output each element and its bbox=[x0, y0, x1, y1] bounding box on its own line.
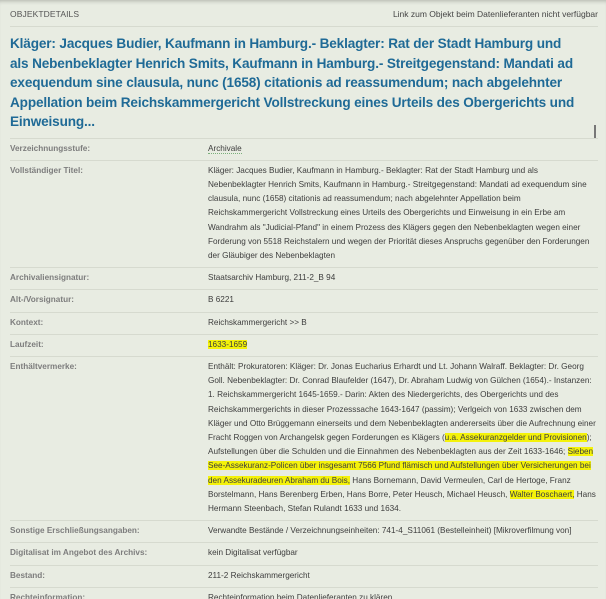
divider bbox=[10, 138, 598, 139]
field-label: Sonstige Erschließungsangaben: bbox=[10, 526, 140, 536]
row-archivaliensignatur bbox=[10, 268, 598, 290]
row-rechteinformation bbox=[10, 588, 598, 599]
field-label: Rechteinformation: bbox=[10, 592, 86, 599]
row-sonstige-erschliessungsangaben bbox=[10, 521, 598, 543]
verzeichnungsstufe-link[interactable]: Archivale bbox=[208, 143, 242, 153]
field-value: Reichskammergericht >> B bbox=[208, 317, 307, 327]
text-segment: Enthält: Prokuratoren: Kläger: Dr. Jonas Eucharius Erhardt und Lt. Johann Walraff. Beklagter: Dr. Georg Goll. Nebenbeklagter: Dr. Conrad Blaufelder (1647), Dr. Abraham Ludwig von Gülchen (1654).- Instanzen: 1. Reichskammergericht 1645-1659.- Darin: Akten des Niedergerichts, des Obergerichts und des Reichskammergerichts in dieser Prozesssache 1643-1647 (passim); Verlgeich von 1633 zwischen dem Kläger und Otto Brüggemann einerseits und dem Nebenbeklagten andererseits über die Aufrechnung einer Fracht Roggen von Archangelsk gegen Forderungen es Klägers ( bbox=[208, 361, 596, 442]
object-title: Kläger: Jacques Budier, Kaufmann in Hamburg.- Beklagter: Rat der Stadt Hamburg und als Nebenbeklagter Henrich Smits, Kaufmann in Hamburg.- Streitgegenstand: Mandati ad exequendum sine clausula, nunc (1658) citationis ad reassumendum; nach abgelehnter Appellation beim Reichskammergericht Vollstreckung eines Urteils des Obergerichts und Einweisung... bbox=[10, 36, 575, 129]
field-label: Enthältvermerke: bbox=[10, 361, 77, 371]
highlighted-text: 1633-1659 bbox=[208, 339, 248, 349]
highlighted-text: Walter Boschaert, bbox=[509, 489, 575, 499]
field-label: Bestand: bbox=[10, 570, 46, 580]
field-value bbox=[208, 360, 598, 516]
field-label: Vollständiger Titel: bbox=[10, 165, 83, 175]
row-digitalisat bbox=[10, 543, 598, 565]
highlighted-text: Sieben See-Assekuranz-Policen über insgesamt 7566 Pfund flämisch und Aufstellungen über Versicherungen bei den Assekuradeuren Abraham du Bois, bbox=[208, 447, 594, 485]
scrollbar-handle[interactable] bbox=[594, 125, 596, 138]
field-value: kein Digitalisat verfügbar bbox=[208, 548, 298, 558]
field-value: B 6221 bbox=[208, 295, 234, 305]
row-verzeichnungsstufe bbox=[10, 139, 598, 161]
section-title: OBJEKTDETAILS bbox=[10, 9, 80, 19]
field-label: Laufzeit: bbox=[10, 339, 44, 349]
row-enthaeltvermerke bbox=[10, 357, 598, 521]
text-segment: ); Aufstellungen über die Schulden und die Einnahmen des Nebenbeklagten aus der Zeit 1633-1646; bbox=[208, 432, 592, 457]
row-laufzeit bbox=[10, 335, 598, 357]
divider bbox=[10, 26, 598, 27]
details-table bbox=[10, 139, 598, 599]
details-header bbox=[0, 0, 606, 22]
row-kontext bbox=[10, 313, 598, 335]
text-segment: Hans Hermann Steenbach, Stefan Rulandt 1633 und 1634. bbox=[208, 489, 596, 513]
field-value: Kläger: Jacques Budier, Kaufmann in Hamburg.- Beklagter: Rat der Stadt Hamburg und als Nebenbeklagter Henrich Smits, Kaufmann in Hamburg.- Streitgegenstand: Mandati ad exequendum sine clausula, nunc (1658) citationis ad reassumendum; nach abgelehnter Appellation beim Reichskammergericht Vollstreckung eines Urteils des Obergerichts und Einweisung in ein Erbe am Wandrahm als "Judicial-Pfand" in einem Prozess des Klägers gegen den Nebenbeklagten wegen einer Forderung von 5518 Reichstalern und wegen der Priorität dieses Anspruchs gegenüber den Forderungen der Gläubiger des Nebenbeklagten bbox=[208, 165, 590, 260]
field-label: Alt-/Vorsignatur: bbox=[10, 295, 74, 305]
field-value: 211-2 Reichskammergericht bbox=[208, 570, 310, 580]
field-value: Staatsarchiv Hamburg, 211-2_B 94 bbox=[208, 273, 336, 283]
field-label: Digitalisat im Angebot des Archivs: bbox=[10, 548, 148, 558]
row-bestand bbox=[10, 566, 598, 588]
row-vorsignatur bbox=[10, 290, 598, 312]
row-vollstaendiger-titel bbox=[10, 161, 598, 268]
text-segment: Hans Bornemann, David Vermeulen, Carl de Hertoge, Franz Borstelmann, Hans Berenberg Erben, Hans Borre, Peter Heusch, Michael Heusch, bbox=[208, 475, 571, 499]
field-value: Rechteinformation beim Datenlieferanten zu klären. bbox=[208, 592, 395, 599]
field-label: Archivaliensignatur: bbox=[10, 273, 90, 283]
external-link-status: Link zum Objekt beim Datenlieferanten nicht verfügbar bbox=[392, 9, 598, 19]
highlighted-text: u.a. Assekuranzgelder und Provisionen bbox=[444, 432, 587, 442]
field-value: Verwandte Bestände / Verzeichnungseinheiten: 741-4_S11061 (Bestelleinheit) [Mikroverfilmung von] bbox=[208, 526, 572, 536]
field-label: Kontext: bbox=[10, 317, 44, 327]
field-label: Verzeichnungsstufe: bbox=[10, 143, 91, 153]
